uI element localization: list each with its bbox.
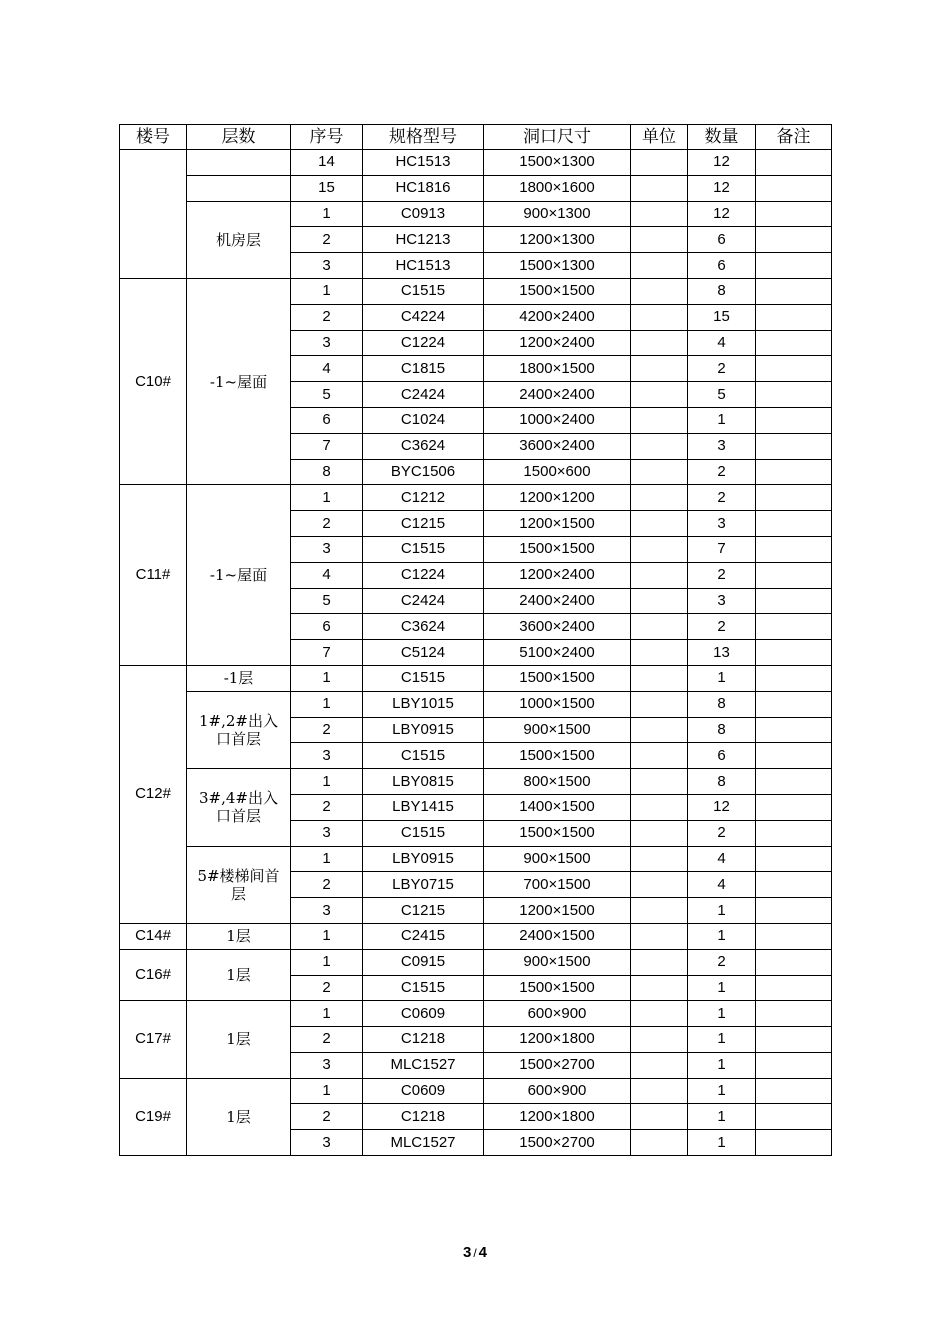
- unit-cell: [631, 511, 688, 537]
- size-cell: 900×1300: [484, 201, 631, 227]
- qty-cell: 2: [688, 562, 756, 588]
- floor-cell: 1层: [187, 949, 291, 1001]
- unit-cell: [631, 1052, 688, 1078]
- qty-cell: 8: [688, 769, 756, 795]
- seq-cell: 1: [291, 846, 363, 872]
- seq-cell: 3: [291, 820, 363, 846]
- model-cell: C1515: [363, 743, 484, 769]
- model-cell: LBY0915: [363, 846, 484, 872]
- note-cell: [756, 382, 832, 408]
- unit-cell: [631, 227, 688, 253]
- size-cell: 1800×1600: [484, 175, 631, 201]
- floor-cell: 机房层: [187, 201, 291, 278]
- qty-cell: 15: [688, 304, 756, 330]
- unit-cell: [631, 665, 688, 691]
- qty-cell: 8: [688, 717, 756, 743]
- size-cell: 3600×2400: [484, 614, 631, 640]
- building-cell: C11#: [120, 485, 187, 666]
- model-cell: C0913: [363, 201, 484, 227]
- note-cell: [756, 1052, 832, 1078]
- seq-cell: 2: [291, 511, 363, 537]
- page-total: 4: [478, 1244, 488, 1261]
- qty-cell: 1: [688, 1130, 756, 1156]
- model-cell: C1024: [363, 407, 484, 433]
- note-cell: [756, 1001, 832, 1027]
- seq-cell: 2: [291, 227, 363, 253]
- table-row: [120, 201, 832, 227]
- model-cell: C1215: [363, 898, 484, 924]
- note-cell: [756, 562, 832, 588]
- floor-cell: [187, 175, 291, 201]
- seq-cell: 3: [291, 743, 363, 769]
- size-cell: 1200×1500: [484, 898, 631, 924]
- seq-cell: 1: [291, 923, 363, 949]
- size-cell: 3600×2400: [484, 433, 631, 459]
- unit-cell: [631, 253, 688, 279]
- table-row: [120, 949, 832, 975]
- qty-cell: 4: [688, 872, 756, 898]
- size-cell: 600×900: [484, 1078, 631, 1104]
- unit-cell: [631, 1104, 688, 1130]
- building-cell: C16#: [120, 949, 187, 1001]
- size-cell: 1000×1500: [484, 691, 631, 717]
- building-cell: C12#: [120, 665, 187, 923]
- building-cell: C10#: [120, 278, 187, 484]
- size-cell: 2400×2400: [484, 588, 631, 614]
- table-row: [120, 923, 832, 949]
- qty-cell: 12: [688, 794, 756, 820]
- unit-cell: [631, 330, 688, 356]
- note-cell: [756, 175, 832, 201]
- size-cell: 1500×1500: [484, 743, 631, 769]
- floor-cell: 1层: [187, 923, 291, 949]
- seq-cell: 2: [291, 975, 363, 1001]
- floor-cell: 1层: [187, 1078, 291, 1155]
- note-cell: [756, 511, 832, 537]
- size-cell: 1800×1500: [484, 356, 631, 382]
- note-cell: [756, 485, 832, 511]
- note-cell: [756, 1130, 832, 1156]
- header-unit: 单位: [631, 125, 688, 150]
- unit-cell: [631, 356, 688, 382]
- model-cell: LBY1415: [363, 794, 484, 820]
- size-cell: 1500×2700: [484, 1130, 631, 1156]
- model-cell: HC1213: [363, 227, 484, 253]
- note-cell: [756, 330, 832, 356]
- size-cell: 1500×1300: [484, 253, 631, 279]
- seq-cell: 4: [291, 356, 363, 382]
- header-qty: 数量: [688, 125, 756, 150]
- qty-cell: 6: [688, 227, 756, 253]
- size-cell: 1200×2400: [484, 330, 631, 356]
- model-cell: C0609: [363, 1001, 484, 1027]
- note-cell: [756, 433, 832, 459]
- size-cell: 1200×1800: [484, 1104, 631, 1130]
- table-row: [120, 175, 832, 201]
- qty-cell: 3: [688, 433, 756, 459]
- qty-cell: 12: [688, 201, 756, 227]
- model-cell: HC1513: [363, 150, 484, 176]
- note-cell: [756, 1027, 832, 1053]
- unit-cell: [631, 794, 688, 820]
- model-cell: C2424: [363, 382, 484, 408]
- model-cell: C1224: [363, 562, 484, 588]
- seq-cell: 3: [291, 1052, 363, 1078]
- qty-cell: 1: [688, 975, 756, 1001]
- size-cell: 1500×1500: [484, 975, 631, 1001]
- qty-cell: 3: [688, 511, 756, 537]
- model-cell: C1218: [363, 1104, 484, 1130]
- size-cell: 2400×1500: [484, 923, 631, 949]
- qty-cell: 2: [688, 459, 756, 485]
- unit-cell: [631, 975, 688, 1001]
- size-cell: 4200×2400: [484, 304, 631, 330]
- model-cell: C5124: [363, 640, 484, 666]
- table-row: [120, 1078, 832, 1104]
- building-cell: C14#: [120, 923, 187, 949]
- seq-cell: 2: [291, 1027, 363, 1053]
- table-row: [120, 846, 832, 872]
- seq-cell: 2: [291, 1104, 363, 1130]
- seq-cell: 1: [291, 665, 363, 691]
- model-cell: MLC1527: [363, 1052, 484, 1078]
- note-cell: [756, 536, 832, 562]
- unit-cell: [631, 459, 688, 485]
- seq-cell: 3: [291, 330, 363, 356]
- floor-cell: [187, 150, 291, 176]
- qty-cell: 1: [688, 1104, 756, 1130]
- note-cell: [756, 691, 832, 717]
- qty-cell: 2: [688, 614, 756, 640]
- qty-cell: 5: [688, 382, 756, 408]
- unit-cell: [631, 691, 688, 717]
- model-cell: C1515: [363, 820, 484, 846]
- table-row: [120, 485, 832, 511]
- qty-cell: 3: [688, 588, 756, 614]
- building-cell: C17#: [120, 1001, 187, 1078]
- size-cell: 600×900: [484, 1001, 631, 1027]
- unit-cell: [631, 923, 688, 949]
- size-cell: 1000×2400: [484, 407, 631, 433]
- qty-cell: 13: [688, 640, 756, 666]
- model-cell: BYC1506: [363, 459, 484, 485]
- model-cell: C1212: [363, 485, 484, 511]
- note-cell: [756, 898, 832, 924]
- size-cell: 700×1500: [484, 872, 631, 898]
- building-cell: [120, 150, 187, 279]
- qty-cell: 1: [688, 665, 756, 691]
- floor-cell: -1层: [187, 665, 291, 691]
- unit-cell: [631, 382, 688, 408]
- header-floor: 层数: [187, 125, 291, 150]
- note-cell: [756, 640, 832, 666]
- seq-cell: 3: [291, 1130, 363, 1156]
- table-row: [120, 665, 832, 691]
- unit-cell: [631, 1001, 688, 1027]
- qty-cell: 1: [688, 1078, 756, 1104]
- unit-cell: [631, 872, 688, 898]
- header-row: [120, 125, 832, 150]
- header-note: 备注: [756, 125, 832, 150]
- unit-cell: [631, 949, 688, 975]
- seq-cell: 3: [291, 536, 363, 562]
- model-cell: C1815: [363, 356, 484, 382]
- unit-cell: [631, 201, 688, 227]
- unit-cell: [631, 640, 688, 666]
- qty-cell: 1: [688, 898, 756, 924]
- header-building: 楼号: [120, 125, 187, 150]
- seq-cell: 1: [291, 949, 363, 975]
- unit-cell: [631, 614, 688, 640]
- note-cell: [756, 1104, 832, 1130]
- qty-cell: 1: [688, 1027, 756, 1053]
- unit-cell: [631, 820, 688, 846]
- unit-cell: [631, 407, 688, 433]
- note-cell: [756, 743, 832, 769]
- note-cell: [756, 407, 832, 433]
- unit-cell: [631, 1078, 688, 1104]
- model-cell: C0915: [363, 949, 484, 975]
- note-cell: [756, 253, 832, 279]
- note-cell: [756, 820, 832, 846]
- size-cell: 1200×1500: [484, 511, 631, 537]
- unit-cell: [631, 1130, 688, 1156]
- size-cell: 900×1500: [484, 846, 631, 872]
- unit-cell: [631, 278, 688, 304]
- table-row: [120, 278, 832, 304]
- seq-cell: 6: [291, 614, 363, 640]
- seq-cell: 8: [291, 459, 363, 485]
- note-cell: [756, 588, 832, 614]
- note-cell: [756, 356, 832, 382]
- qty-cell: 1: [688, 1052, 756, 1078]
- model-cell: C2424: [363, 588, 484, 614]
- seq-cell: 2: [291, 872, 363, 898]
- size-cell: 1200×1300: [484, 227, 631, 253]
- model-cell: HC1513: [363, 253, 484, 279]
- table-row: [120, 1001, 832, 1027]
- unit-cell: [631, 485, 688, 511]
- size-cell: 1200×1800: [484, 1027, 631, 1053]
- size-cell: 1500×1500: [484, 820, 631, 846]
- seq-cell: 5: [291, 588, 363, 614]
- note-cell: [756, 923, 832, 949]
- unit-cell: [631, 304, 688, 330]
- qty-cell: 7: [688, 536, 756, 562]
- model-cell: C1218: [363, 1027, 484, 1053]
- model-cell: C1515: [363, 278, 484, 304]
- size-cell: 800×1500: [484, 769, 631, 795]
- floor-cell: 5#楼梯间首层: [187, 846, 291, 923]
- model-cell: MLC1527: [363, 1130, 484, 1156]
- seq-cell: 1: [291, 691, 363, 717]
- size-cell: 1500×1500: [484, 278, 631, 304]
- header-model: 规格型号: [363, 125, 484, 150]
- seq-cell: 5: [291, 382, 363, 408]
- unit-cell: [631, 150, 688, 176]
- qty-cell: 12: [688, 150, 756, 176]
- note-cell: [756, 150, 832, 176]
- seq-cell: 2: [291, 794, 363, 820]
- model-cell: C2415: [363, 923, 484, 949]
- size-cell: 900×1500: [484, 949, 631, 975]
- seq-cell: 7: [291, 640, 363, 666]
- note-cell: [756, 717, 832, 743]
- qty-cell: 4: [688, 846, 756, 872]
- seq-cell: 1: [291, 278, 363, 304]
- model-cell: C1515: [363, 975, 484, 1001]
- model-cell: C1515: [363, 536, 484, 562]
- seq-cell: 6: [291, 407, 363, 433]
- seq-cell: 1: [291, 1001, 363, 1027]
- table-row: [120, 769, 832, 795]
- seq-cell: 1: [291, 201, 363, 227]
- floor-cell: 1层: [187, 1001, 291, 1078]
- unit-cell: [631, 846, 688, 872]
- unit-cell: [631, 175, 688, 201]
- table-row: [120, 691, 832, 717]
- note-cell: [756, 278, 832, 304]
- unit-cell: [631, 717, 688, 743]
- note-cell: [756, 201, 832, 227]
- unit-cell: [631, 1027, 688, 1053]
- size-cell: 1500×1300: [484, 150, 631, 176]
- qty-cell: 8: [688, 278, 756, 304]
- model-cell: LBY1015: [363, 691, 484, 717]
- qty-cell: 1: [688, 1001, 756, 1027]
- note-cell: [756, 304, 832, 330]
- size-cell: 1200×2400: [484, 562, 631, 588]
- qty-cell: 1: [688, 407, 756, 433]
- note-cell: [756, 665, 832, 691]
- note-cell: [756, 1078, 832, 1104]
- page-separator: /: [473, 1246, 477, 1260]
- qty-cell: 8: [688, 691, 756, 717]
- unit-cell: [631, 588, 688, 614]
- size-cell: 2400×2400: [484, 382, 631, 408]
- seq-cell: 7: [291, 433, 363, 459]
- window-schedule-table: [119, 124, 832, 1156]
- note-cell: [756, 949, 832, 975]
- model-cell: LBY0815: [363, 769, 484, 795]
- model-cell: LBY0715: [363, 872, 484, 898]
- floor-cell: -1~屋面: [187, 278, 291, 484]
- page-number: [0, 1244, 950, 1261]
- note-cell: [756, 872, 832, 898]
- seq-cell: 1: [291, 769, 363, 795]
- qty-cell: 6: [688, 253, 756, 279]
- qty-cell: 6: [688, 743, 756, 769]
- table-row: [120, 150, 832, 176]
- size-cell: 1500×600: [484, 459, 631, 485]
- model-cell: C1224: [363, 330, 484, 356]
- note-cell: [756, 459, 832, 485]
- seq-cell: 4: [291, 562, 363, 588]
- model-cell: C3624: [363, 433, 484, 459]
- note-cell: [756, 846, 832, 872]
- seq-cell: 3: [291, 898, 363, 924]
- qty-cell: 2: [688, 485, 756, 511]
- floor-cell: 1#,2#出入口首层: [187, 691, 291, 768]
- model-cell: C1215: [363, 511, 484, 537]
- size-cell: 5100×2400: [484, 640, 631, 666]
- seq-cell: 2: [291, 304, 363, 330]
- building-cell: C19#: [120, 1078, 187, 1155]
- qty-cell: 2: [688, 356, 756, 382]
- floor-cell: -1~屋面: [187, 485, 291, 666]
- model-cell: C0609: [363, 1078, 484, 1104]
- size-cell: 1500×1500: [484, 665, 631, 691]
- unit-cell: [631, 743, 688, 769]
- unit-cell: [631, 769, 688, 795]
- size-cell: 1400×1500: [484, 794, 631, 820]
- note-cell: [756, 614, 832, 640]
- note-cell: [756, 227, 832, 253]
- seq-cell: 3: [291, 253, 363, 279]
- size-cell: 1200×1200: [484, 485, 631, 511]
- seq-cell: 14: [291, 150, 363, 176]
- model-cell: C1515: [363, 665, 484, 691]
- seq-cell: 1: [291, 485, 363, 511]
- floor-cell: 3#,4#出入口首层: [187, 769, 291, 846]
- seq-cell: 1: [291, 1078, 363, 1104]
- size-cell: 1500×1500: [484, 536, 631, 562]
- page-current: 3: [462, 1244, 472, 1261]
- model-cell: HC1816: [363, 175, 484, 201]
- model-cell: C4224: [363, 304, 484, 330]
- note-cell: [756, 975, 832, 1001]
- qty-cell: 2: [688, 949, 756, 975]
- size-cell: 900×1500: [484, 717, 631, 743]
- unit-cell: [631, 898, 688, 924]
- unit-cell: [631, 562, 688, 588]
- header-seq: 序号: [291, 125, 363, 150]
- seq-cell: 2: [291, 717, 363, 743]
- qty-cell: 12: [688, 175, 756, 201]
- table-body: [120, 150, 832, 1156]
- unit-cell: [631, 433, 688, 459]
- seq-cell: 15: [291, 175, 363, 201]
- unit-cell: [631, 536, 688, 562]
- note-cell: [756, 769, 832, 795]
- model-cell: LBY0915: [363, 717, 484, 743]
- header-size: 洞口尺寸: [484, 125, 631, 150]
- size-cell: 1500×2700: [484, 1052, 631, 1078]
- qty-cell: 2: [688, 820, 756, 846]
- qty-cell: 1: [688, 923, 756, 949]
- note-cell: [756, 794, 832, 820]
- model-cell: C3624: [363, 614, 484, 640]
- qty-cell: 4: [688, 330, 756, 356]
